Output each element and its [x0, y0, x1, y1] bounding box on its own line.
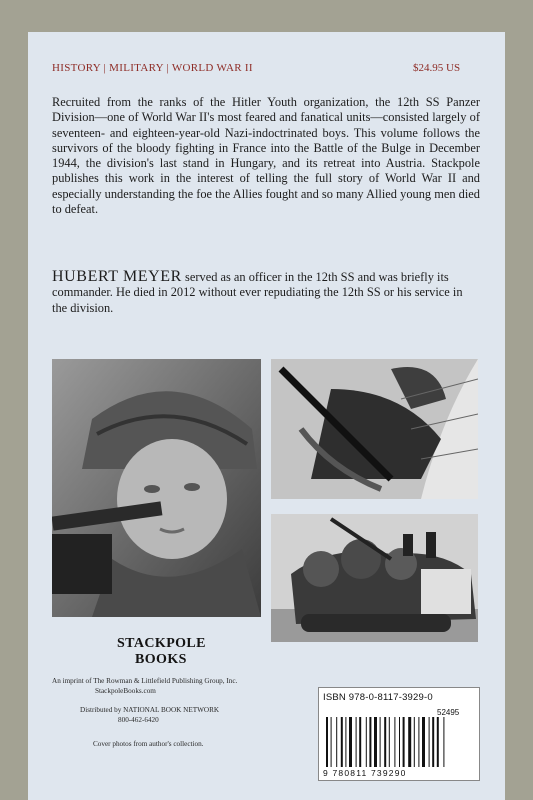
- author-bio-text: served as an officer in the 12th SS and was briefly its commander. He died in 2012 without ever repudiating the 12th SS or his service in the division.: [52, 270, 463, 315]
- category-label: HISTORY | MILITARY | WORLD WAR II: [52, 62, 253, 74]
- author-bio: [52, 269, 480, 316]
- soldier-portrait-photo: [52, 359, 261, 617]
- price-code-text: 52495: [437, 708, 460, 717]
- isbn-text: ISBN 978-0-8117-3929-0: [323, 692, 433, 703]
- machine-gunner-photo: [271, 359, 478, 499]
- barcode-bars: [324, 717, 474, 767]
- price-label: $24.95 US: [413, 62, 461, 74]
- website-text: StackpoleBooks.com: [95, 687, 156, 695]
- distributor-text: Distributed by NATIONAL BOOK NETWORK: [80, 706, 220, 714]
- author-name: HUBERT MEYER: [52, 268, 182, 285]
- imprint-text: An imprint of The Rowman & Littlefield Publishing Group, Inc.: [52, 677, 238, 685]
- phone-text: 800-462-6420: [118, 716, 159, 724]
- barcode-box: [318, 687, 480, 781]
- cover-credit-text: Cover photos from author's collection.: [93, 740, 204, 748]
- barcode-digits: 9 780811 739290: [323, 768, 407, 778]
- publisher-logo-line1: STACKPOLE: [117, 636, 206, 651]
- book-description: Recruited from the ranks of the Hitler Youth organization, the 12th SS Panzer Division—one of World War II's most feared and fanatical units—consisted largely of seventeen- and eighteen-year-old Nazi-indoctrinated boys. This volume follows the survivors of the bloody fighting in France into the Battle of the Bulge in December 1944, the division's last stand in Hungary, and its retreat into Austria. Stackpole publishes this work in the interest of telling the full story of World War II and especially understanding the foe the Allies fought and so many Allied young men died to defeat.: [52, 95, 480, 217]
- camouflaged-tank-photo: [271, 514, 478, 642]
- publisher-logo-line2: BOOKS: [135, 652, 187, 667]
